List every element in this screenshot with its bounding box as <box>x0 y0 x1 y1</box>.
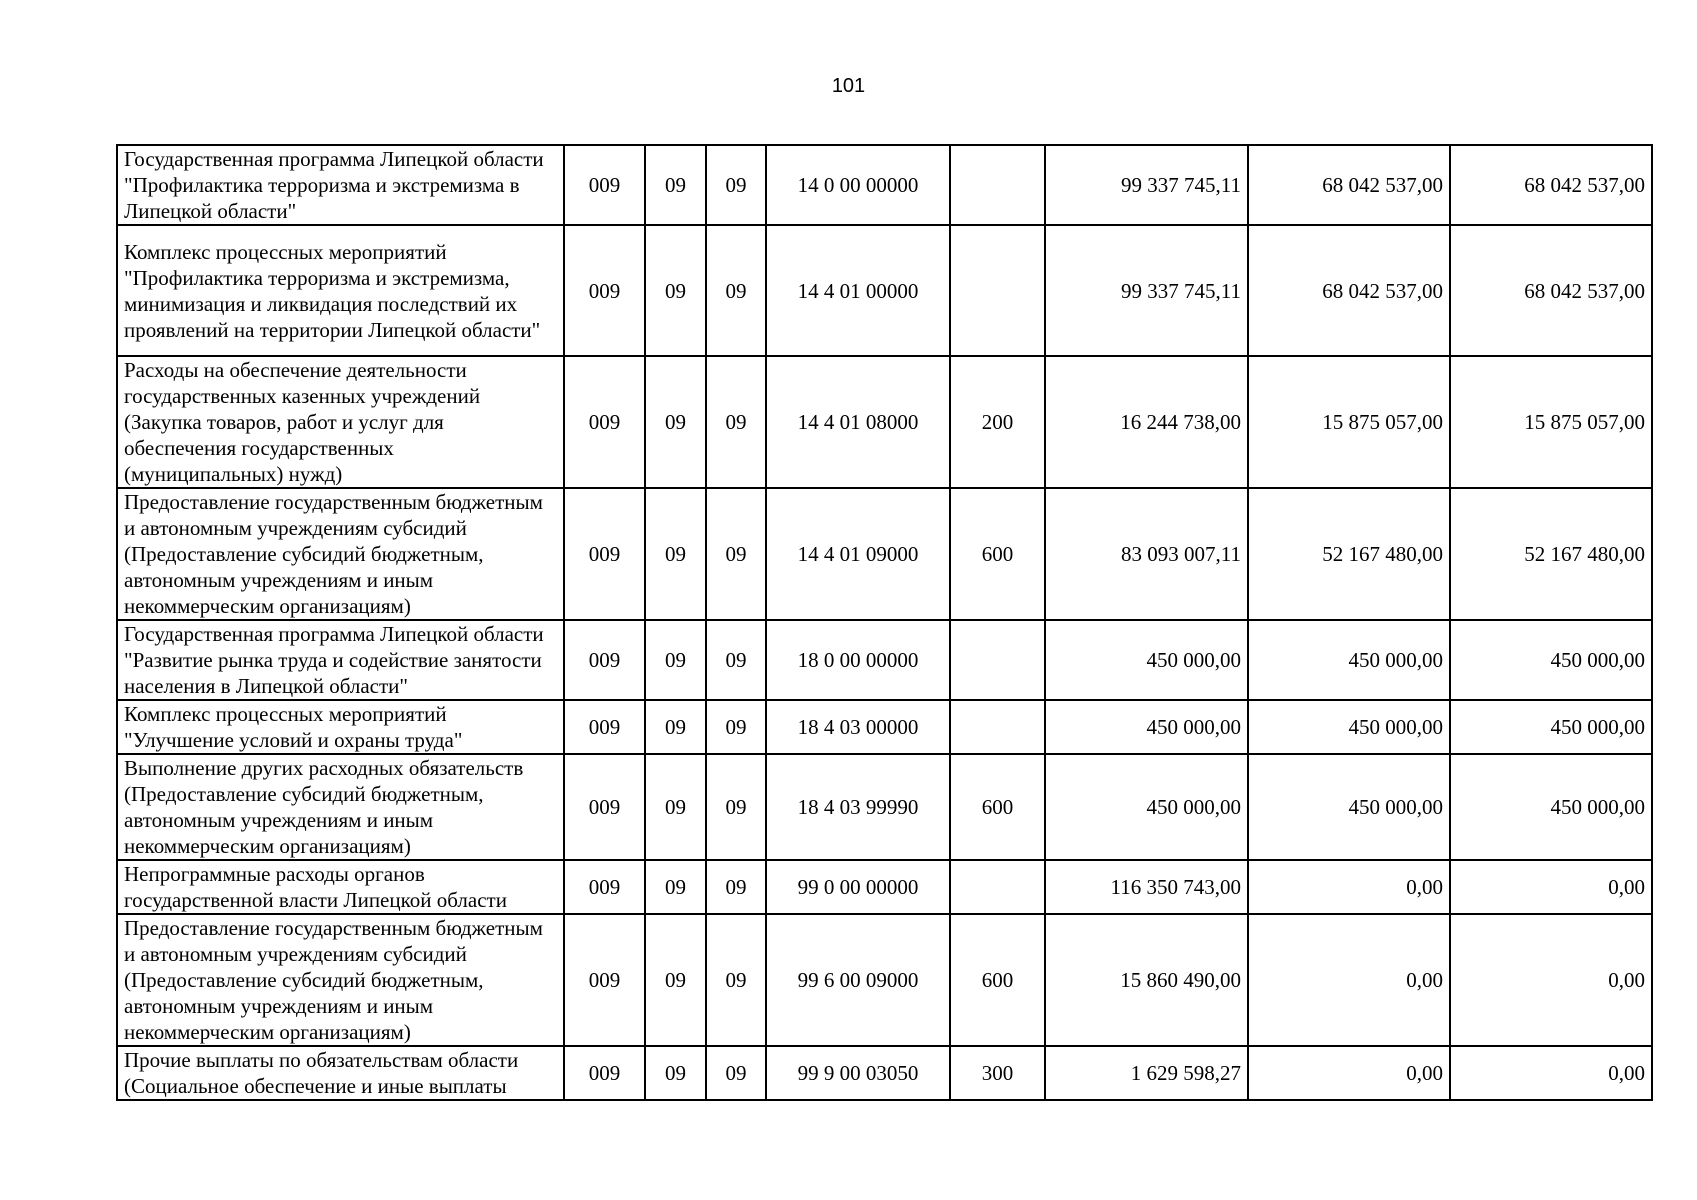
row-name-cell: Предоставление государственным бюджетным и автономным учреждениям субсидий (Предоставление субсидий бюджетным, автономным учреждениям и иным некоммерческим организациям) <box>117 914 564 1046</box>
page-number: 101 <box>831 75 866 97</box>
table-row <box>117 145 1652 225</box>
sum-year1-cell: 15 860 490,00 <box>1045 914 1248 1046</box>
row-name-cell: Предоставление государственным бюджетным и автономным учреждениям субсидий (Предоставление субсидий бюджетным, автономным учреждениям и иным некоммерческим организациям) <box>117 488 564 620</box>
sum-year2-cell: 450 000,00 <box>1248 754 1450 860</box>
sum-year2-cell: 0,00 <box>1248 1046 1450 1100</box>
csr-cell: 99 6 00 09000 <box>766 914 950 1046</box>
rz-cell: 09 <box>645 488 706 620</box>
sum-year2-cell: 68 042 537,00 <box>1248 225 1450 356</box>
pr-cell: 09 <box>706 860 766 914</box>
csr-cell: 14 4 01 00000 <box>766 225 950 356</box>
rz-cell: 09 <box>645 225 706 356</box>
sum-year1-cell: 450 000,00 <box>1045 620 1248 700</box>
sum-year3-cell: 0,00 <box>1450 914 1652 1046</box>
vr-cell <box>950 620 1045 700</box>
rz-cell: 09 <box>645 914 706 1046</box>
row-name-cell: Комплекс процессных мероприятий "Профилактика терроризма и экстремизма, минимизация и ликвидация последствий их проявлений на территории Липецкой области" <box>117 225 564 356</box>
pr-cell: 09 <box>706 700 766 754</box>
csr-cell: 14 4 01 08000 <box>766 356 950 488</box>
rz-cell: 09 <box>645 1046 706 1100</box>
csr-cell: 99 9 00 03050 <box>766 1046 950 1100</box>
sum-year1-cell: 116 350 743,00 <box>1045 860 1248 914</box>
csr-cell: 14 4 01 09000 <box>766 488 950 620</box>
table-row <box>117 754 1652 860</box>
vr-cell: 600 <box>950 914 1045 1046</box>
sum-year3-cell: 68 042 537,00 <box>1450 145 1652 225</box>
vr-cell: 300 <box>950 1046 1045 1100</box>
table-row <box>117 914 1652 1046</box>
vr-cell: 600 <box>950 488 1045 620</box>
row-name-cell: Государственная программа Липецкой области "Развитие рынка труда и содействие занятости населения в Липецкой области" <box>117 620 564 700</box>
csr-cell: 14 0 00 00000 <box>766 145 950 225</box>
rz-cell: 09 <box>645 754 706 860</box>
ved-cell: 009 <box>564 754 645 860</box>
sum-year1-cell: 450 000,00 <box>1045 700 1248 754</box>
row-name-cell: Комплекс процессных мероприятий "Улучшение условий и охраны труда" <box>117 700 564 754</box>
table-row <box>117 356 1652 488</box>
pr-cell: 09 <box>706 356 766 488</box>
pr-cell: 09 <box>706 488 766 620</box>
csr-cell: 18 4 03 99990 <box>766 754 950 860</box>
rz-cell: 09 <box>645 700 706 754</box>
pr-cell: 09 <box>706 1046 766 1100</box>
ved-cell: 009 <box>564 356 645 488</box>
table-row <box>117 1046 1652 1100</box>
sum-year3-cell: 450 000,00 <box>1450 700 1652 754</box>
sum-year3-cell: 450 000,00 <box>1450 754 1652 860</box>
vr-cell <box>950 145 1045 225</box>
vr-cell <box>950 700 1045 754</box>
pr-cell: 09 <box>706 145 766 225</box>
table-row <box>117 620 1652 700</box>
row-name-cell: Государственная программа Липецкой области "Профилактика терроризма и экстремизма в Липецкой области" <box>117 145 564 225</box>
ved-cell: 009 <box>564 145 645 225</box>
budget-table <box>116 144 1653 1101</box>
row-name-cell: Прочие выплаты по обязательствам области (Социальное обеспечение и иные выплаты <box>117 1046 564 1100</box>
ved-cell: 009 <box>564 620 645 700</box>
table-row <box>117 488 1652 620</box>
sum-year2-cell: 450 000,00 <box>1248 700 1450 754</box>
sum-year3-cell: 15 875 057,00 <box>1450 356 1652 488</box>
csr-cell: 18 4 03 00000 <box>766 700 950 754</box>
table-row <box>117 860 1652 914</box>
row-name-cell: Непрограммные расходы органов государственной власти Липецкой области <box>117 860 564 914</box>
sum-year3-cell: 52 167 480,00 <box>1450 488 1652 620</box>
rz-cell: 09 <box>645 620 706 700</box>
sum-year2-cell: 15 875 057,00 <box>1248 356 1450 488</box>
vr-cell: 600 <box>950 754 1045 860</box>
sum-year2-cell: 0,00 <box>1248 914 1450 1046</box>
sum-year3-cell: 450 000,00 <box>1450 620 1652 700</box>
vr-cell <box>950 225 1045 356</box>
ved-cell: 009 <box>564 860 645 914</box>
ved-cell: 009 <box>564 700 645 754</box>
pr-cell: 09 <box>706 620 766 700</box>
ved-cell: 009 <box>564 488 645 620</box>
sum-year2-cell: 52 167 480,00 <box>1248 488 1450 620</box>
row-name-cell: Выполнение других расходных обязательств (Предоставление субсидий бюджетным, автономным учреждениям и иным некоммерческим организациям) <box>117 754 564 860</box>
sum-year2-cell: 450 000,00 <box>1248 620 1450 700</box>
vr-cell: 200 <box>950 356 1045 488</box>
sum-year3-cell: 68 042 537,00 <box>1450 225 1652 356</box>
rz-cell: 09 <box>645 356 706 488</box>
ved-cell: 009 <box>564 1046 645 1100</box>
sum-year1-cell: 99 337 745,11 <box>1045 145 1248 225</box>
rz-cell: 09 <box>645 860 706 914</box>
sum-year1-cell: 450 000,00 <box>1045 754 1248 860</box>
sum-year1-cell: 99 337 745,11 <box>1045 225 1248 356</box>
sum-year1-cell: 1 629 598,27 <box>1045 1046 1248 1100</box>
sum-year1-cell: 16 244 738,00 <box>1045 356 1248 488</box>
sum-year1-cell: 83 093 007,11 <box>1045 488 1248 620</box>
pr-cell: 09 <box>706 225 766 356</box>
sum-year2-cell: 0,00 <box>1248 860 1450 914</box>
ved-cell: 009 <box>564 914 645 1046</box>
table-row <box>117 225 1652 356</box>
rz-cell: 09 <box>645 145 706 225</box>
ved-cell: 009 <box>564 225 645 356</box>
row-name-cell: Расходы на обеспечение деятельности государственных казенных учреждений (Закупка товаров, работ и услуг для обеспечения государственных (муниципальных) нужд) <box>117 356 564 488</box>
csr-cell: 18 0 00 00000 <box>766 620 950 700</box>
sum-year3-cell: 0,00 <box>1450 1046 1652 1100</box>
sum-year2-cell: 68 042 537,00 <box>1248 145 1450 225</box>
sum-year3-cell: 0,00 <box>1450 860 1652 914</box>
pr-cell: 09 <box>706 754 766 860</box>
vr-cell <box>950 860 1045 914</box>
table-row <box>117 700 1652 754</box>
pr-cell: 09 <box>706 914 766 1046</box>
csr-cell: 99 0 00 00000 <box>766 860 950 914</box>
